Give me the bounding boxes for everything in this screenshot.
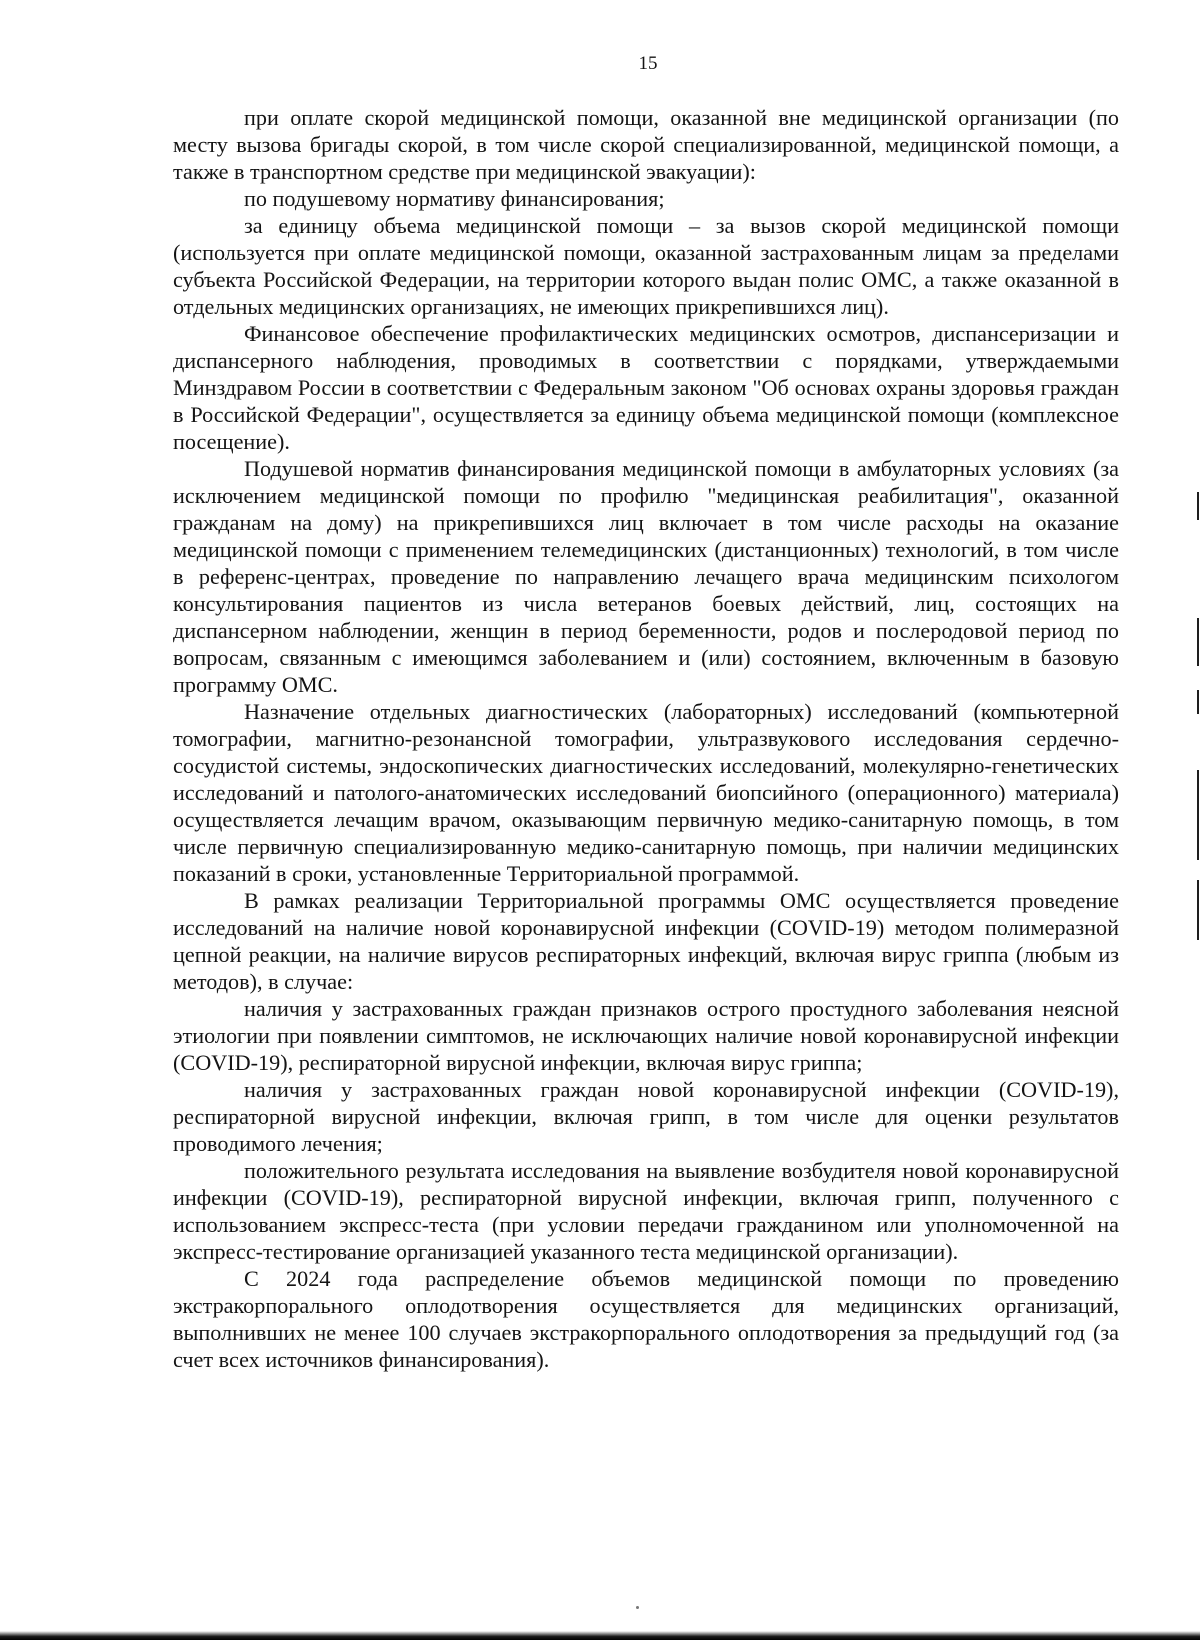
scan-speck: [636, 1606, 639, 1609]
paragraph-ambulance-payment: при оплате скорой медицинской помощи, оказанной вне медицинской организации (по месту вызова бригады скорой, в том числе скорой специализированной, медицинской помощи, а также в транспортном средстве при медицинской эвакуации):: [173, 105, 1119, 184]
paragraph-diagnostic-assignment: Назначение отдельных диагностических (лабораторных) исследований (компьютерной томографии, магнитно-резонансной томографии, ультразвукового исследования сердечно-сосудистой системы, эндоскопических диагностических исследований, молекулярно-генетических исследований и патолого-анатомических исследований биопсийного (операционного) материала) осуществляется лечащим врачом, оказывающим первичную медико-санитарную помощь, в том числе первичную специализированную медико-санитарную помощь, при наличии медицинских показаний в сроки, установленные Территориальной программой.: [173, 699, 1119, 886]
scan-edge-mark: [1197, 618, 1199, 666]
scan-edge-mark: [1197, 690, 1199, 714]
paragraph-case-symptoms: наличия у застрахованных граждан признаков острого простудного заболевания неясной этиологии при появлении симптомов, не исключающих наличие новой коронавирусной инфекции (COVID-19), респираторной вирусной инфекции, включая вирус гриппа;: [173, 996, 1119, 1075]
paragraph-per-call-unit: за единицу объема медицинской помощи – за вызов скорой медицинской помощи (используется при оплате медицинской помощи, оказанной застрахованным лицам за пределами субъекта Российской Федерации, на территории которого выдан полис ОМС, а также оказанной в отдельных медицинских организациях, не имеющих прикрепившихся лиц).: [173, 213, 1119, 319]
scan-edge-mark: [1197, 492, 1199, 520]
scan-edge-mark: [1197, 770, 1199, 860]
paragraph-covid-testing: В рамках реализации Территориальной программы ОМС осуществляется проведение исследований на наличие новой коронавирусной инфекции (COVID-19) методом полимеразной цепной реакции, на наличие вирусов респираторных инфекций, включая вирус гриппа (любым из методов), в случае:: [173, 888, 1119, 994]
paragraph-outpatient-standard: Подушевой норматив финансирования медицинской помощи в амбулаторных условиях (за исключением медицинской помощи по профилю "медицинская реабилитация", оказанной гражданам на дому) на прикрепившихся лиц включает в том числе расходы на оказание медицинской помощи с применением телемедицинских (дистанционных) технологий, в том числе в референс-центрах, проведение по направлению лечащего врача медицинским психологом консультирования пациентов из числа ветеранов боевых действий, лиц, состоящих на диспансерном наблюдении, женщин в период беременности, родов и послеродовой период по вопросам, связанным с имеющимся заболеванием и (или) состоянием, включенным в базовую программу ОМС.: [173, 456, 1119, 697]
scan-edge-mark: [1197, 880, 1199, 940]
paragraph-per-capita-standard: по подушевому нормативу финансирования;: [244, 186, 665, 211]
document-body: [173, 104, 1119, 1373]
paragraph-case-positive-test: положительного результата исследования на выявление возбудителя новой коронавирусной инфекции (COVID-19), респираторной вирусной инфекции, включая грипп, полученного с использованием экспресс-теста (при условии передачи гражданином или уполномоченной на экспресс-тестирование организацией указанного теста медицинской организации).: [173, 1158, 1119, 1264]
paragraph-case-infection: наличия у застрахованных граждан новой коронавирусной инфекции (COVID-19), респираторной вирусной инфекции, включая грипп, в том числе для оценки результатов проводимого лечения;: [173, 1077, 1119, 1156]
page-number: 15: [638, 53, 658, 74]
paragraph-ivf-distribution: С 2024 года распределение объемов медицинской помощи по проведению экстракорпорального оплодотворения осуществляется для медицинских организаций, выполнивших не менее 100 случаев экстракорпорального оплодотворения за предыдущий год (за счет всех источников финансирования).: [173, 1266, 1119, 1372]
paragraph-preventive-examinations: Финансовое обеспечение профилактических медицинских осмотров, диспансеризации и диспансерного наблюдения, проводимых в соответствии с порядками, утверждаемыми Минздравом России в соответствии с Федеральным законом "Об основах охраны здоровья граждан в Российской Федерации", осуществляется за единицу объема медицинской помощи (комплексное посещение).: [173, 321, 1119, 454]
scan-bottom-edge: [0, 1631, 1200, 1640]
